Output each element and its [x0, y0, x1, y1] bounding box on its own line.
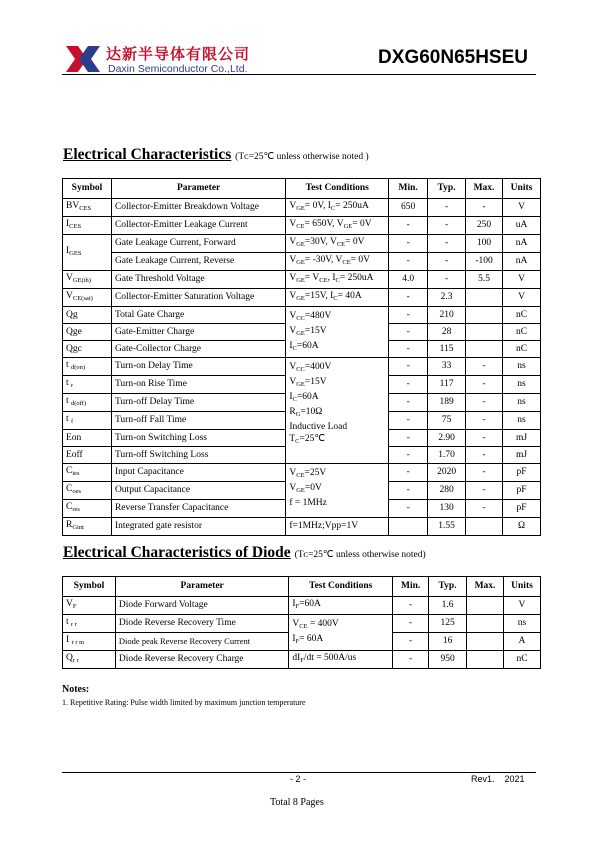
parameter-cell: Diode peak Reverse Recovery Current — [115, 633, 288, 651]
unit-cell: V — [503, 289, 541, 307]
symbol-cell: $I_{GES}$ — [63, 235, 112, 271]
unit-cell: mJ — [503, 447, 541, 464]
cond-line: Inductive Load — [289, 422, 348, 432]
max-cell: 5.5 — [466, 271, 503, 289]
symbol-cell: Qg — [63, 307, 112, 324]
typ-cell: - — [428, 271, 466, 289]
table-row — [63, 199, 541, 217]
unit-cell: nC — [503, 341, 541, 358]
cond-line: =15V — [304, 326, 327, 336]
table-row — [63, 271, 541, 289]
section-condition: (Tᴄ=25℃ unless otherwise noted) — [294, 550, 426, 560]
min-cell — [389, 518, 428, 536]
typ-cell: 2.3 — [428, 289, 466, 307]
typ-cell: 2.90 — [428, 430, 466, 447]
symbol-cell: I $_{r r m}$ — [63, 633, 116, 651]
parameter-cell: Diode Reverse Recovery Time — [115, 615, 288, 633]
symbol-cell: $R_{Gint}$ — [63, 518, 112, 536]
typ-cell: 1.70 — [428, 447, 466, 464]
diode-characteristics-table — [62, 576, 541, 669]
min-cell: - — [389, 412, 428, 430]
cond-line: =25V — [304, 468, 327, 478]
min-cell: - — [389, 289, 428, 307]
min-cell: - — [393, 651, 429, 669]
note-item: 1. Repetitive Rating: Pulse width limited by maximum junction temperature — [62, 698, 306, 707]
typ-cell: 210 — [428, 307, 466, 324]
min-cell: - — [389, 447, 428, 464]
symbol-cell: $V_{CE(sat)}$ — [63, 289, 112, 307]
cond-line: f = 1MHz — [289, 498, 327, 508]
unit-cell: ns — [503, 412, 541, 430]
condition-cell: $dI_F/dt = 500A/us$ — [289, 651, 393, 669]
unit-cell: ns — [503, 394, 541, 412]
unit-cell: ns — [503, 376, 541, 394]
symbol-cell: t $_{r r}$ — [63, 615, 116, 633]
typ-cell: 16 — [429, 633, 467, 651]
parameter-cell: Gate Leakage Current, Forward — [111, 235, 285, 253]
col-header: Max. — [466, 179, 503, 199]
typ-cell: 125 — [429, 615, 467, 633]
parameter-cell: Integrated gate resistor — [111, 518, 285, 536]
symbol-cell: $C_{oes}$ — [63, 482, 112, 500]
col-header: Max. — [467, 577, 504, 597]
section-condition: (Tᴄ=25℃ unless otherwise noted ) — [235, 152, 369, 162]
symbol-cell: t $_{d(off)}$ — [63, 394, 112, 412]
cond-line: =25℃ — [299, 434, 326, 444]
header-divider — [62, 74, 536, 75]
unit-cell: V — [503, 271, 541, 289]
min-cell: - — [393, 615, 429, 633]
cond-line: =400V — [304, 362, 332, 372]
table-row — [63, 615, 541, 633]
condition-cell-gate-charge: $V_{CC}=480V$ $V_{GE}=15V$ $I_C=60A$ — [286, 307, 389, 358]
col-header: Parameter — [115, 577, 288, 597]
unit-cell: A — [503, 633, 540, 651]
typ-cell: 189 — [428, 394, 466, 412]
max-cell: - — [466, 430, 503, 447]
col-header: Symbol — [63, 179, 112, 199]
notes-title: Notes: — [62, 684, 90, 695]
min-cell: - — [389, 217, 428, 235]
condition-cell: $V_{GE}=15V$, $I_C= 40A$ — [286, 289, 389, 307]
max-cell: 100 — [466, 235, 503, 253]
parameter-cell: Turn-on Rise Time — [111, 376, 285, 394]
typ-cell: 2020 — [428, 464, 466, 482]
min-cell: - — [389, 358, 428, 376]
table-header-row — [63, 577, 541, 597]
max-cell: - — [466, 376, 503, 394]
condition-cell-capacitance: $V_{CE}=25V$ $V_{GE}=0V$ f = 1MHz — [286, 464, 389, 518]
parameter-cell: Total Gate Charge — [111, 307, 285, 324]
typ-cell: 130 — [428, 500, 466, 518]
condition-cell: $V_{GE}= V_{CE}$, $I_C= 250uA$ — [286, 271, 389, 289]
typ-cell: - — [428, 199, 466, 217]
section-title-text: Electrical Characteristics of Diode — [63, 544, 291, 561]
min-cell: - — [389, 430, 428, 447]
symbol-cell: $C_{res}$ — [63, 500, 112, 518]
max-cell: - — [466, 394, 503, 412]
col-header: Units — [503, 179, 541, 199]
min-cell: 4.0 — [389, 271, 428, 289]
typ-cell: 1.6 — [429, 597, 467, 615]
parameter-cell: Gate Leakage Current, Reverse — [111, 253, 285, 271]
cond-line: =480V — [304, 311, 332, 321]
company-logo — [66, 44, 100, 74]
table-row — [63, 289, 541, 307]
table-row — [63, 217, 541, 235]
revision: Rev1. 2021 — [471, 774, 525, 784]
cond-line: =15V — [304, 377, 327, 387]
electrical-characteristics-table — [62, 178, 541, 536]
unit-cell: mJ — [503, 430, 541, 447]
symbol-cell: $V_F$ — [63, 597, 116, 615]
max-cell: -100 — [466, 253, 503, 271]
symbol-cell: $I_{CES}$ — [63, 217, 112, 235]
parameter-cell: Output Capacitance — [111, 482, 285, 500]
condition-cell: $I_F=60A$ — [289, 597, 393, 615]
condition-cell: $V_{CE}= 650V$, $V_{GE}= 0V$ — [286, 217, 389, 235]
symbol-cell: $BV_{CES}$ — [63, 199, 112, 217]
table-row — [63, 518, 541, 536]
max-cell — [466, 518, 503, 536]
max-cell — [466, 341, 503, 358]
max-cell: - — [466, 199, 503, 217]
cond-line: =60A — [296, 341, 319, 351]
symbol-cell: Eoff — [63, 447, 112, 464]
table-row — [63, 253, 541, 271]
cond-line: =10Ω — [300, 407, 323, 417]
table-row — [63, 307, 541, 324]
typ-cell: - — [428, 235, 466, 253]
symbol-cell: Qge — [63, 324, 112, 341]
min-cell: - — [389, 307, 428, 324]
typ-cell: 950 — [429, 651, 467, 669]
parameter-cell: Turn-on Delay Time — [111, 358, 285, 376]
col-header: Typ. — [428, 179, 466, 199]
parameter-cell: Input Capacitance — [111, 464, 285, 482]
typ-cell: 115 — [428, 341, 466, 358]
part-number: DXG60N65HSEU — [378, 47, 528, 68]
symbol-cell: Eon — [63, 430, 112, 447]
parameter-cell: Turn-off Switching Loss — [111, 447, 285, 464]
min-cell: - — [389, 464, 428, 482]
col-header: Min. — [393, 577, 429, 597]
footer-divider — [62, 772, 536, 773]
parameter-cell: Gate-Emitter Charge — [111, 324, 285, 341]
max-cell: - — [466, 482, 503, 500]
page-number: - 2 - — [290, 774, 307, 784]
symbol-cell: $V_{GE(th)}$ — [63, 271, 112, 289]
table-row — [63, 464, 541, 482]
unit-cell: nC — [503, 324, 541, 341]
min-cell: - — [389, 376, 428, 394]
typ-cell: 280 — [428, 482, 466, 500]
parameter-cell: Turn-off Delay Time — [111, 394, 285, 412]
condition-cell: $V_{GE}= -30V$, $V_{CE}= 0V$ — [286, 253, 389, 271]
cond-line: =60A — [296, 392, 319, 402]
unit-cell: nC — [503, 307, 541, 324]
table-row — [63, 651, 541, 669]
condition-cell: f=1MHz;Vpp=1V — [286, 518, 389, 536]
symbol-cell: t $_r$ — [63, 376, 112, 394]
col-header: Symbol — [63, 577, 116, 597]
symbol-cell: t $_{d(on)}$ — [63, 358, 112, 376]
table-row — [63, 597, 541, 615]
max-cell — [467, 597, 504, 615]
parameter-cell: Diode Forward Voltage — [115, 597, 288, 615]
max-cell: - — [466, 464, 503, 482]
max-cell — [467, 651, 504, 669]
col-header: Test Conditions — [286, 179, 389, 199]
max-cell: - — [466, 412, 503, 430]
typ-cell: 75 — [428, 412, 466, 430]
symbol-cell: $Q_{r r}$ — [63, 651, 116, 669]
table-row — [63, 235, 541, 253]
min-cell: - — [389, 500, 428, 518]
parameter-cell: Collector-Emitter Breakdown Voltage — [111, 199, 285, 217]
condition-cell: $V_{GE}= 0V$, $I_C= 250uA$ — [286, 199, 389, 217]
typ-cell: 117 — [428, 376, 466, 394]
parameter-cell: Collector-Emitter Saturation Voltage — [111, 289, 285, 307]
cond-line: =0V — [304, 483, 322, 493]
col-header: Test Conditions — [289, 577, 393, 597]
section-title-diode — [63, 544, 426, 562]
typ-cell: 28 — [428, 324, 466, 341]
unit-cell: V — [503, 199, 541, 217]
unit-cell: pF — [503, 500, 541, 518]
parameter-cell: Diode Reverse Recovery Charge — [115, 651, 288, 669]
min-cell: 650 — [389, 199, 428, 217]
col-header: Units — [503, 577, 540, 597]
max-cell: - — [466, 447, 503, 464]
max-cell — [466, 307, 503, 324]
typ-cell: 33 — [428, 358, 466, 376]
table-header-row — [63, 179, 541, 199]
table-row — [63, 358, 541, 376]
parameter-cell: Reverse Transfer Capacitance — [111, 500, 285, 518]
parameter-cell: Turn-off Fall Time — [111, 412, 285, 430]
col-header: Parameter — [111, 179, 285, 199]
min-cell: - — [389, 341, 428, 358]
min-cell: - — [393, 633, 429, 651]
parameter-cell: Gate Threshold Voltage — [111, 271, 285, 289]
symbol-cell: t $_f$ — [63, 412, 112, 430]
min-cell: - — [389, 324, 428, 341]
unit-cell: ns — [503, 358, 541, 376]
unit-cell: Ω — [503, 518, 541, 536]
symbol-cell: Qgc — [63, 341, 112, 358]
parameter-cell: Gate-Collector Charge — [111, 341, 285, 358]
max-cell: 250 — [466, 217, 503, 235]
typ-cell: - — [428, 253, 466, 271]
min-cell: - — [389, 482, 428, 500]
company-name-cn: 达新半导体有限公司 — [106, 45, 251, 63]
total-pages: Total 8 Pages — [270, 797, 324, 808]
condition-cell-recovery: $V_{CE} = 400V$ $I_F= 60A$ — [289, 615, 393, 651]
typ-cell: 1.55 — [428, 518, 466, 536]
section-title-electrical — [63, 146, 369, 164]
col-header: Min. — [389, 179, 428, 199]
max-cell: - — [466, 500, 503, 518]
unit-cell: V — [503, 597, 540, 615]
max-cell — [467, 615, 504, 633]
condition-cell-switching: $V_{CC}=400V$ $V_{GE}=15V$ $I_C=60A$ $R_G=10\Omega$ Inductive Load $T_C=25℃$ — [286, 358, 389, 464]
max-cell — [466, 289, 503, 307]
unit-cell: uA — [503, 217, 541, 235]
min-cell: - — [389, 394, 428, 412]
company-name-en: Daxin Semiconductor Co.,Ltd. — [108, 63, 248, 75]
unit-cell: nA — [503, 253, 541, 271]
max-cell: - — [466, 358, 503, 376]
unit-cell: pF — [503, 464, 541, 482]
section-title-text: Electrical Characteristics — [63, 146, 232, 163]
min-cell: - — [389, 235, 428, 253]
typ-cell: - — [428, 217, 466, 235]
min-cell: - — [389, 253, 428, 271]
min-cell: - — [393, 597, 429, 615]
condition-cell: $V_{GE}=30V$, $V_{CE}= 0V$ — [286, 235, 389, 253]
col-header: Typ. — [429, 577, 467, 597]
unit-cell: pF — [503, 482, 541, 500]
unit-cell: ns — [503, 615, 540, 633]
max-cell — [466, 324, 503, 341]
parameter-cell: Turn-on Switching Loss — [111, 430, 285, 447]
max-cell — [467, 633, 504, 651]
parameter-cell: Collector-Emitter Leakage Current — [111, 217, 285, 235]
unit-cell: nA — [503, 235, 541, 253]
unit-cell: nC — [503, 651, 540, 669]
symbol-cell: $C_{ies}$ — [63, 464, 112, 482]
